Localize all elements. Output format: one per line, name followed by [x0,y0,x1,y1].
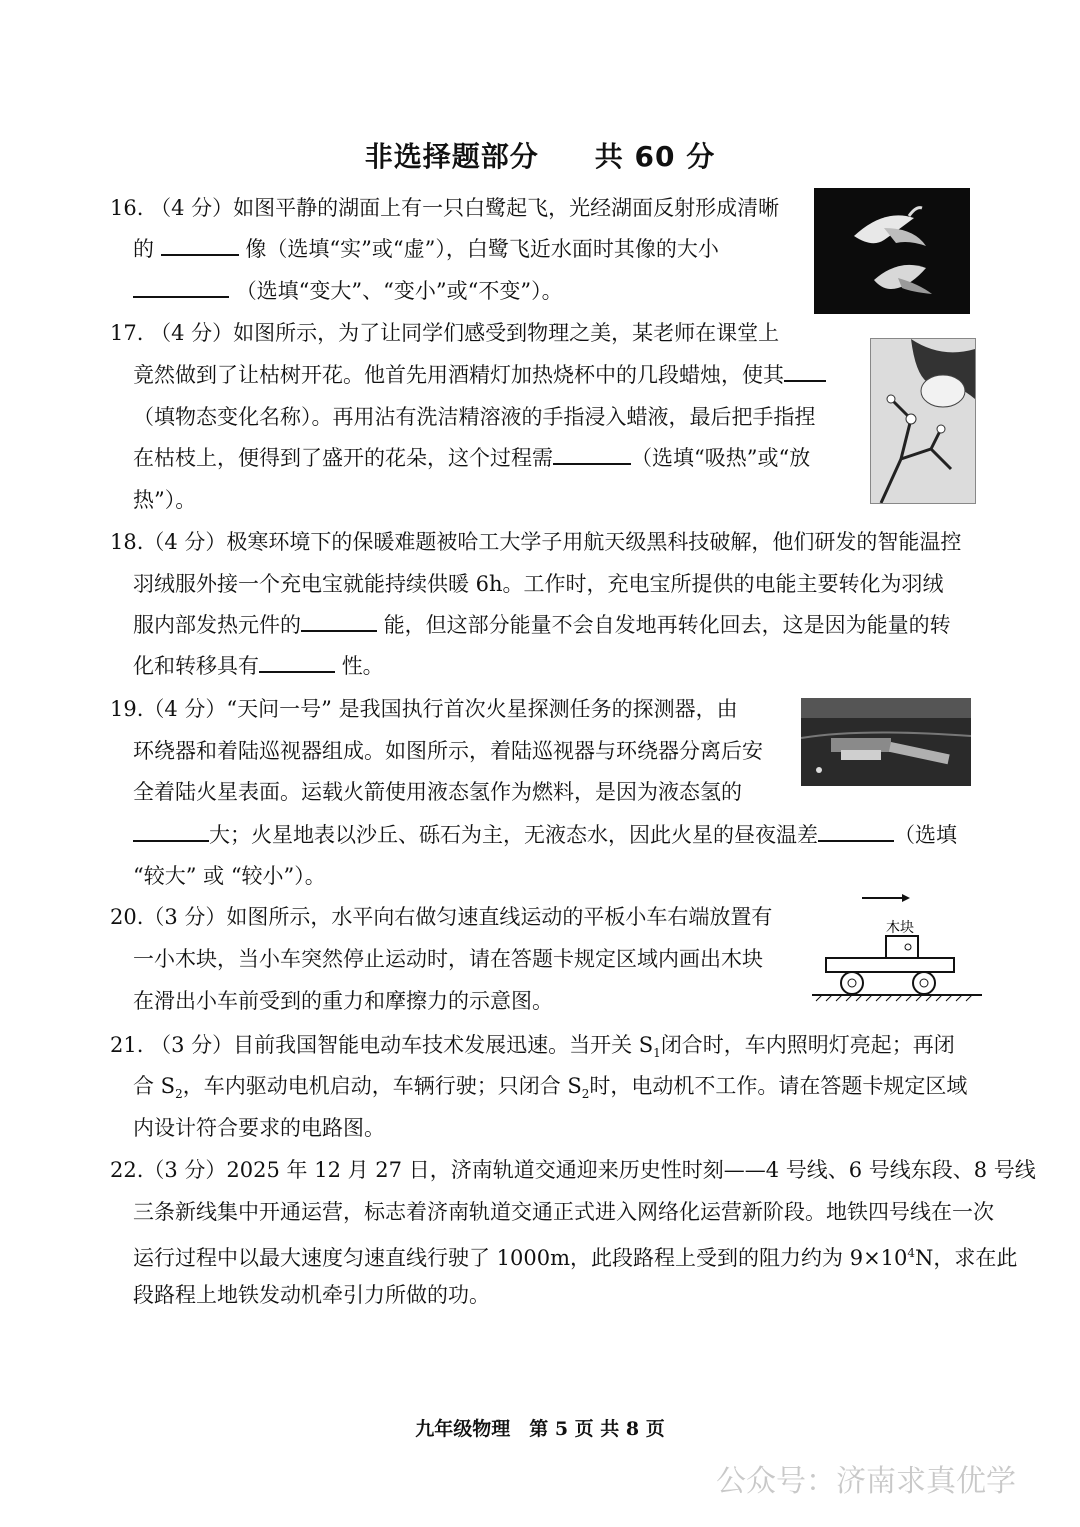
answer-blank [818,820,894,842]
answer-blank [784,360,826,382]
q18-text: 化和转移具有 [133,654,259,678]
q22-line-1: 22.（3 分）2025 年 12 月 27 日，济南轨道交通迎来历史性时刻——4 号线、6 号线东段、8 号线 [110,1158,1036,1182]
q20-line-1: 20.（3 分）如图所示，水平向右做匀速直线运动的平板小车右端放置有 [110,905,773,929]
answer-blank [161,234,239,256]
q22-line-3 [133,1238,1017,1273]
q16-text: 的 [133,237,154,261]
q21-line-3: 内设计符合要求的电路图。 [133,1116,385,1140]
q17-line-4 [133,443,810,473]
section-score: 共 60 分 [594,140,716,173]
q21-line-2 [133,1071,967,1109]
watermark: 公众号：济南求真优学 [716,1464,1016,1499]
answer-blank [133,820,209,842]
answer-blank [553,443,631,465]
subscript: 2 [581,1087,590,1102]
block-label: 木块 [886,920,914,936]
q17-line-3: （填物态变化名称）。再用沾有洗洁精溶液的手指浸入蜡液，最后把手指捏 [133,405,816,429]
q18-line-2: 羽绒服外接一个充电宝就能持续供暖 6h。工作时，充电宝所提供的电能主要转化为羽绒 [133,572,944,596]
q17-line-2 [133,360,826,390]
q19-line-5: “较大” 或 “较小”）。 [133,864,326,888]
q19-line-4 [133,820,957,850]
q16-line-1: 16. （4 分）如图平静的湖面上有一只白鹭起飞，光经湖面反射形成清晰 [110,196,780,220]
q22-line-2: 三条新线集中开通运营，标志着济南轨道交通正式进入网络化运营新阶段。地铁四号线在一次 [133,1200,994,1224]
q18-line-1: 18.（4 分）极寒环境下的保暖难题被哈工大学子用航天级黑科技破解，他们研发的智能温控 [110,530,962,554]
answer-blank [133,276,229,298]
q18-line-3 [133,610,951,640]
q19-line-2: 环绕器和着陆巡视器组成。如图所示，着陆巡视器与环绕器分离后安 [133,739,763,763]
q19-line-3: 全着陆火星表面。运载火箭使用液态氢作为燃料，是因为液态氢的 [133,780,742,804]
q21-text: 闭合时，车内照明灯亮起；再闭 [660,1033,955,1057]
q21-text: 时，电动机不工作。请在答题卡规定区域 [589,1074,968,1098]
subscript: 2 [175,1087,183,1102]
q19-line-1: 19.（4 分）“天问一号” 是我国执行首次火星探测任务的探测器，由 [110,697,738,721]
q22-text: 运行过程中以最大速度匀速直线行驶了 1000m，此段路程上受到的阻力约为 9×10 [133,1246,908,1270]
q22-text: N，求在此 [915,1246,1018,1270]
q19-text: （选填 [894,823,957,847]
q16-line-2 [133,234,719,264]
q21-text: ，车内驱动电机启动，车辆行驶；只闭合 S [182,1074,582,1098]
wax-flower-photo [870,338,976,504]
q17-text: （选填“吸热”或“放 [631,446,811,470]
q20-line-2: 一小木块，当小车突然停止运动时，请在答题卡规定区域内画出木块 [133,947,763,971]
q18-text: 性。 [341,654,384,678]
q19-text: 大；火星地表以沙丘、砾石为主，无液态水，因此火星的昼夜温差 [209,823,818,847]
subscript: 1 [653,1046,661,1061]
q17-line-5: 热”）。 [133,488,197,512]
q17-line-1: 17. （4 分）如图所示，为了让同学们感受到物理之美，某老师在课堂上 [110,321,780,345]
egret-photo [814,188,970,314]
page-footer: 九年级物理 第 5 页 共 8 页 [415,1418,665,1440]
q18-text: 服内部发热元件的 [133,613,301,637]
q21-line-1 [110,1030,955,1068]
section-title [0,135,1080,175]
q22-line-4: 段路程上地铁发动机牵引力所做的功。 [133,1283,490,1307]
q21-text: 21. （3 分）目前我国智能电动车技术发展迅速。当开关 S [110,1033,654,1057]
q18-text: 能，但这部分能量不会自发地再转化回去，这是因为能量的转 [383,613,951,637]
q16-text: 像（选填“实”或“虚”），白鹭飞近水面时其像的大小 [245,237,719,261]
q17-text: 在枯枝上，便得到了盛开的花朵，这个过程需 [133,446,553,470]
cart-diagram [806,884,986,1004]
q16-line-3 [133,276,563,306]
superscript: 4 [907,1246,916,1260]
section-name: 非选择题部分 [364,140,539,173]
answer-blank [259,651,335,673]
q17-text: 竟然做到了让枯树开花。他首先用酒精灯加热烧杯中的几段蜡烛，使其 [133,363,784,387]
q18-line-4 [133,651,384,681]
q20-line-3: 在滑出小车前受到的重力和摩擦力的示意图。 [133,989,553,1013]
q21-text: 合 S [133,1074,176,1098]
q16-text: （选填“变大”、“变小”或“不变”）。 [235,279,563,303]
answer-blank [301,610,377,632]
mars-rover-photo [801,698,971,786]
